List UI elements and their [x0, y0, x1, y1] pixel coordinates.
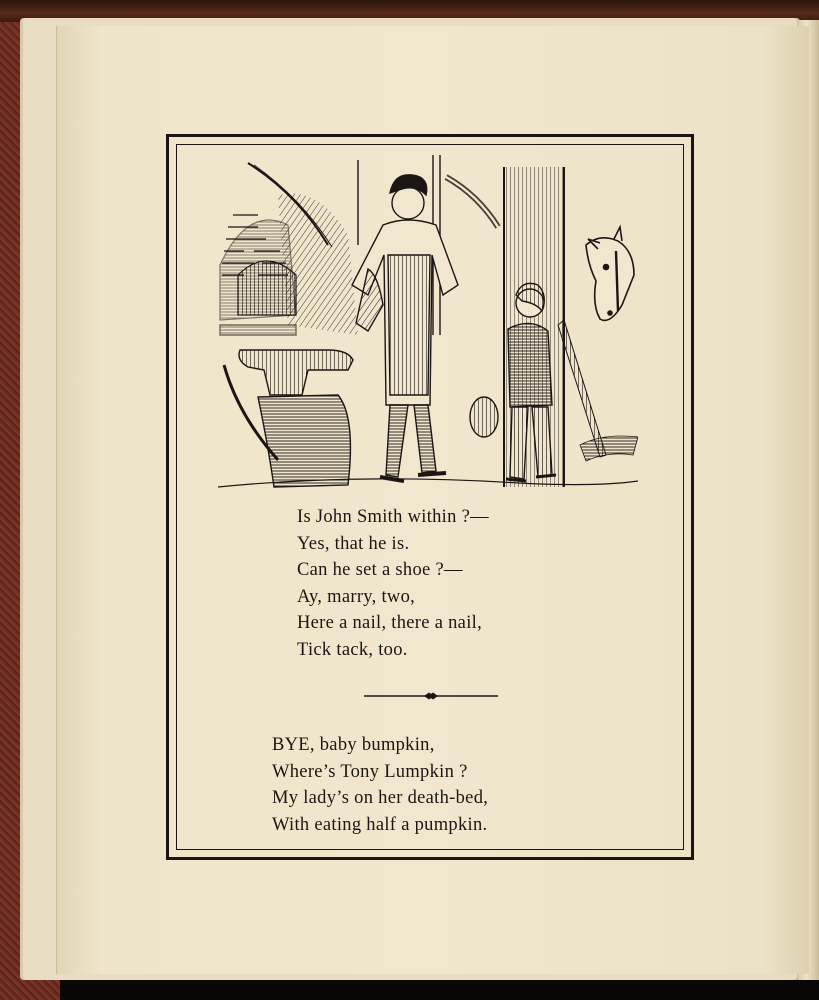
verse-line-first: [272, 732, 488, 759]
blacksmith-figure: [352, 175, 458, 481]
ornamental-divider: [364, 690, 498, 702]
small-caps-word: YE: [284, 735, 310, 755]
anvil: [220, 325, 353, 487]
verse-line: Here a nail, there a nail,: [297, 613, 482, 633]
verse-line: With eating half a pumpkin.: [272, 814, 488, 835]
verse-line: Yes, that he is.: [297, 533, 410, 554]
rhyme-john-smith: [297, 504, 489, 663]
horse-head: [586, 227, 634, 320]
initial-capital: B: [272, 735, 285, 755]
verse-line: Where’s Tony Lumpkin ?: [272, 761, 468, 782]
verse-line: Can he set a shoe ?—: [297, 560, 463, 580]
first-line-text: , baby bumpkin,: [309, 735, 435, 755]
verse-line: My lady’s on her death-bed,: [272, 788, 489, 808]
verse-line: Ay, marry, two,: [297, 586, 416, 607]
verse-line: Tick tack, too.: [297, 639, 408, 660]
rhyme-baby-bumpkin: [272, 732, 488, 838]
verse-line: Is John Smith within ?—: [297, 507, 489, 527]
blacksmith-illustration: [218, 155, 638, 495]
